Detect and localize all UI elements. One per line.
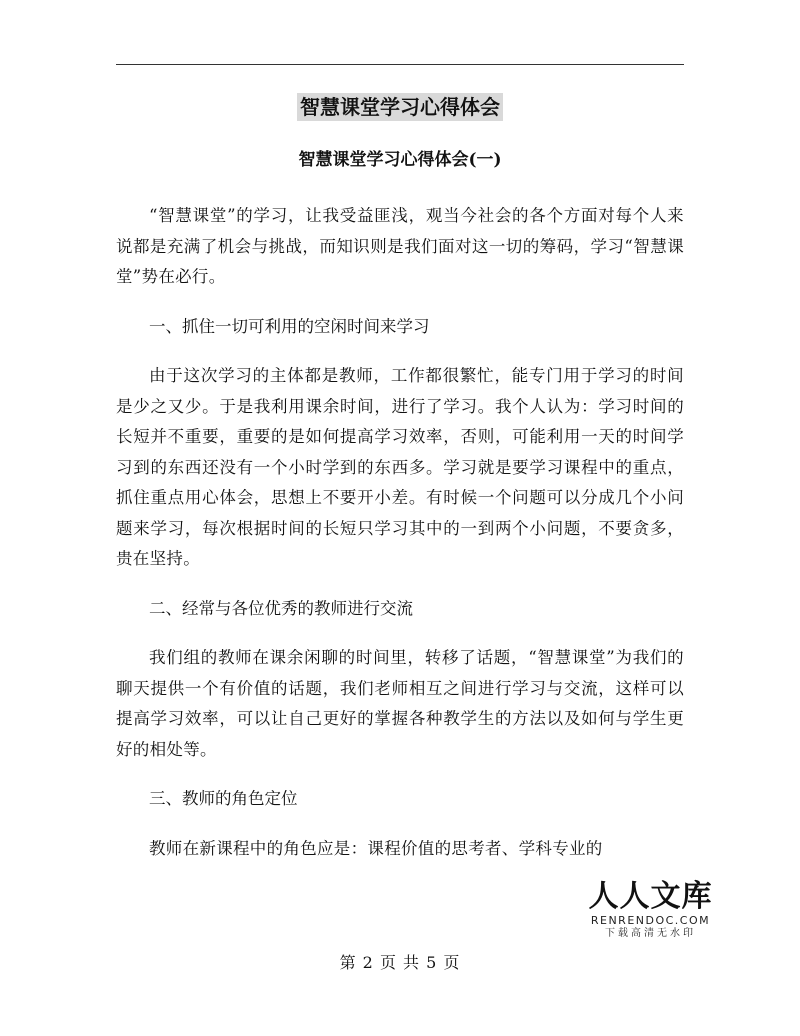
- watermark-logo: [583, 880, 718, 941]
- section-subtitle: 智慧课堂学习心得体会(一): [298, 150, 502, 170]
- paragraph-3: 教师在新课程中的角色应是：课程价值的思考者、学科专业的: [149, 838, 603, 858]
- paragraph-2: 我们组的教师在课余闲聊的时间里，转移了话题，“智慧课堂”为我们的聊天提供一个有价值的话题，我们老师相互之间进行学习与交流，这样可以提高学习效率，可以让自己更好的掌握各种教学生的方法以及如何与学生更好的相处等。: [116, 648, 684, 759]
- paragraph-1: 由于这次学习的主体都是教师，工作都很繁忙，能专门用于学习的时间是少之又少。于是我利用课余时间，进行了学习。我个人认为：学习时间的长短并不重要，重要的是如何提高学习效率，否则，可能利用一天的时间学习到的东西还没有一个小时学到的东西多。学习就是要学习课程中的重点，抓住重点用心体会，思想上不要开小差。有时候一个问题可以分成几个小问题来学习，每次根据时间的长短只学习其中的一到两个小问题，不要贪多，贵在坚持。: [116, 366, 684, 568]
- watermark-tagline: 下载高清无水印: [605, 928, 696, 939]
- header-rule: [116, 64, 684, 65]
- document-body: [116, 176, 684, 883]
- heading-1: 一、抓住一切可利用的空闲时间来学习: [149, 316, 430, 336]
- document-title-text: 智慧课堂学习心得体会: [297, 93, 503, 121]
- document-title: [0, 93, 800, 121]
- page-number-footer: 第 2 页 共 5 页: [339, 953, 461, 972]
- watermark-brand: 人人文库: [588, 879, 713, 914]
- watermark-url: RENRENDOC.COM: [590, 914, 711, 927]
- heading-3: 三、教师的角色定位: [149, 789, 298, 808]
- heading-2: 二、经常与各位优秀的教师进行交流: [149, 598, 413, 618]
- intro-paragraph: “智慧课堂”的学习，让我受益匪浅，观当今社会的各个方面对每个人来说都是充满了机会与挑战，而知识则是我们面对这一切的筹码，学习“智慧课堂”势在必行。: [116, 206, 684, 286]
